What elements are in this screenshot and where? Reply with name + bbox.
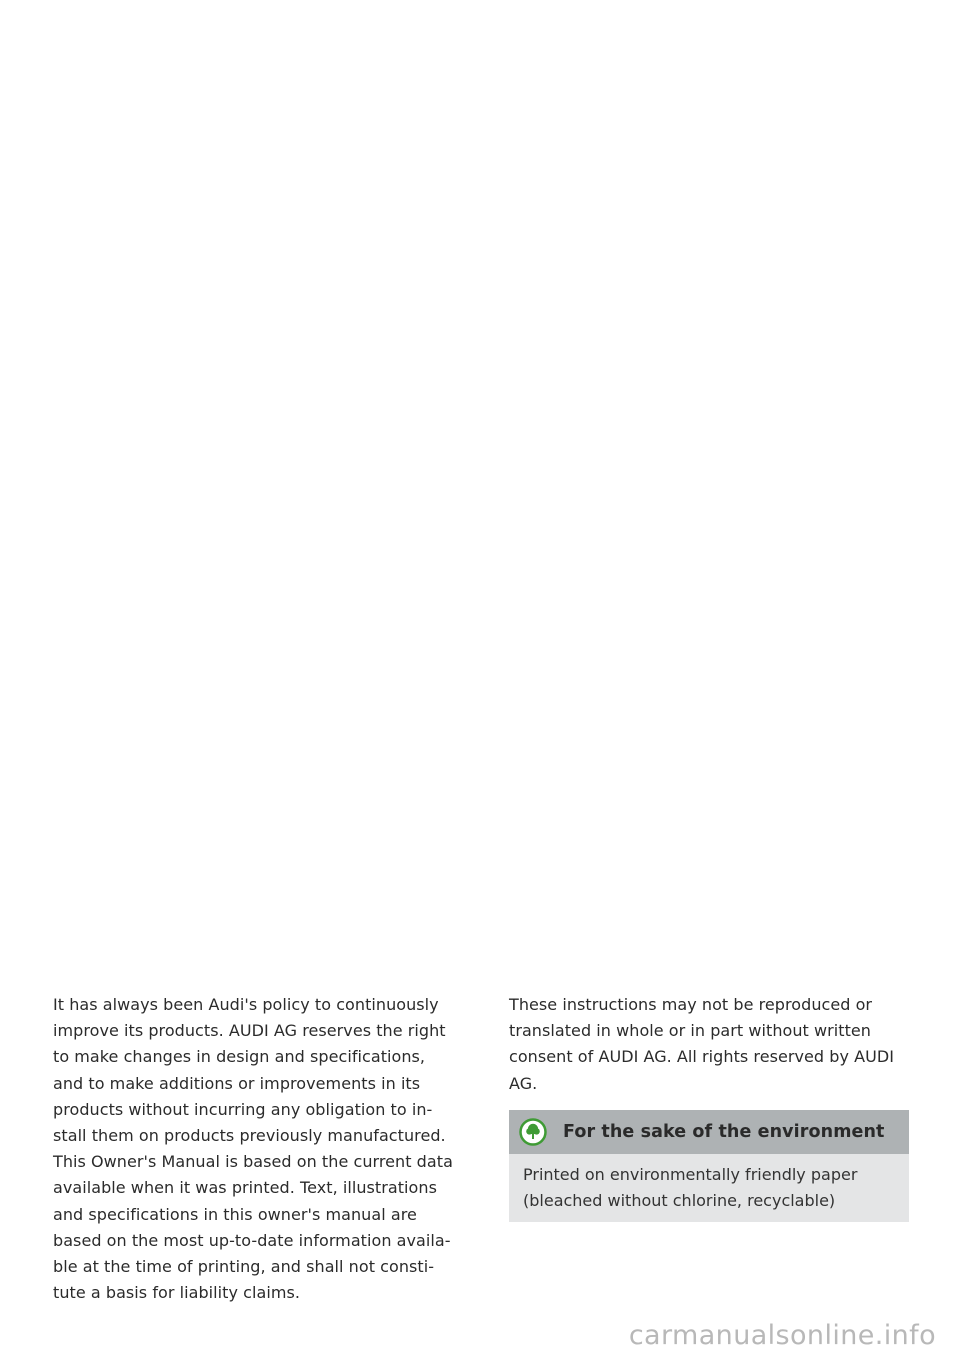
text-line: AG. <box>509 1073 538 1093</box>
text-line: translated in whole or in part without written <box>509 1021 872 1041</box>
copyright-text-column <box>509 992 909 1097</box>
text-line: This Owner's Manual is based on the current data <box>53 1152 453 1172</box>
tree-icon <box>519 1118 547 1146</box>
watermark: carmanualsonline.info <box>628 1320 936 1351</box>
text-line: It has always been Audi's policy to continuously <box>53 995 439 1014</box>
text-line: stall them on products previously manufactured. <box>53 1126 446 1146</box>
environment-notice-body <box>509 1154 909 1222</box>
text-line: These instructions may not be reproduced or <box>509 995 873 1014</box>
text-line: improve its products. AUDI AG reserves the right <box>53 1021 446 1041</box>
text-line: based on the most up-to-date information availa- <box>53 1230 451 1250</box>
text-line: and to make additions or improvements in its <box>53 1073 421 1093</box>
text-line: (bleached without chlorine, recyclable) <box>523 1191 836 1211</box>
text-line: available when it was printed. Text, illustrations <box>53 1178 437 1198</box>
text-line: and specifications in this owner's manual are <box>53 1204 417 1224</box>
text-line: ble at the time of printing, and shall not consti- <box>53 1257 435 1277</box>
text-line: tute a basis for liability claims. <box>53 1283 300 1303</box>
environment-notice-title: For the sake of the environment <box>563 1122 885 1142</box>
text-line: products without incurring any obligation to in- <box>53 1099 433 1119</box>
text-line: Printed on environmentally friendly paper <box>523 1165 858 1184</box>
policy-text-column <box>53 992 483 1306</box>
text-line: consent of AUDI AG. All rights reserved by AUDI <box>509 1047 895 1067</box>
environment-notice-header <box>509 1110 909 1154</box>
text-line: to make changes in design and specifications, <box>53 1047 426 1067</box>
environment-notice-box <box>509 1110 909 1222</box>
